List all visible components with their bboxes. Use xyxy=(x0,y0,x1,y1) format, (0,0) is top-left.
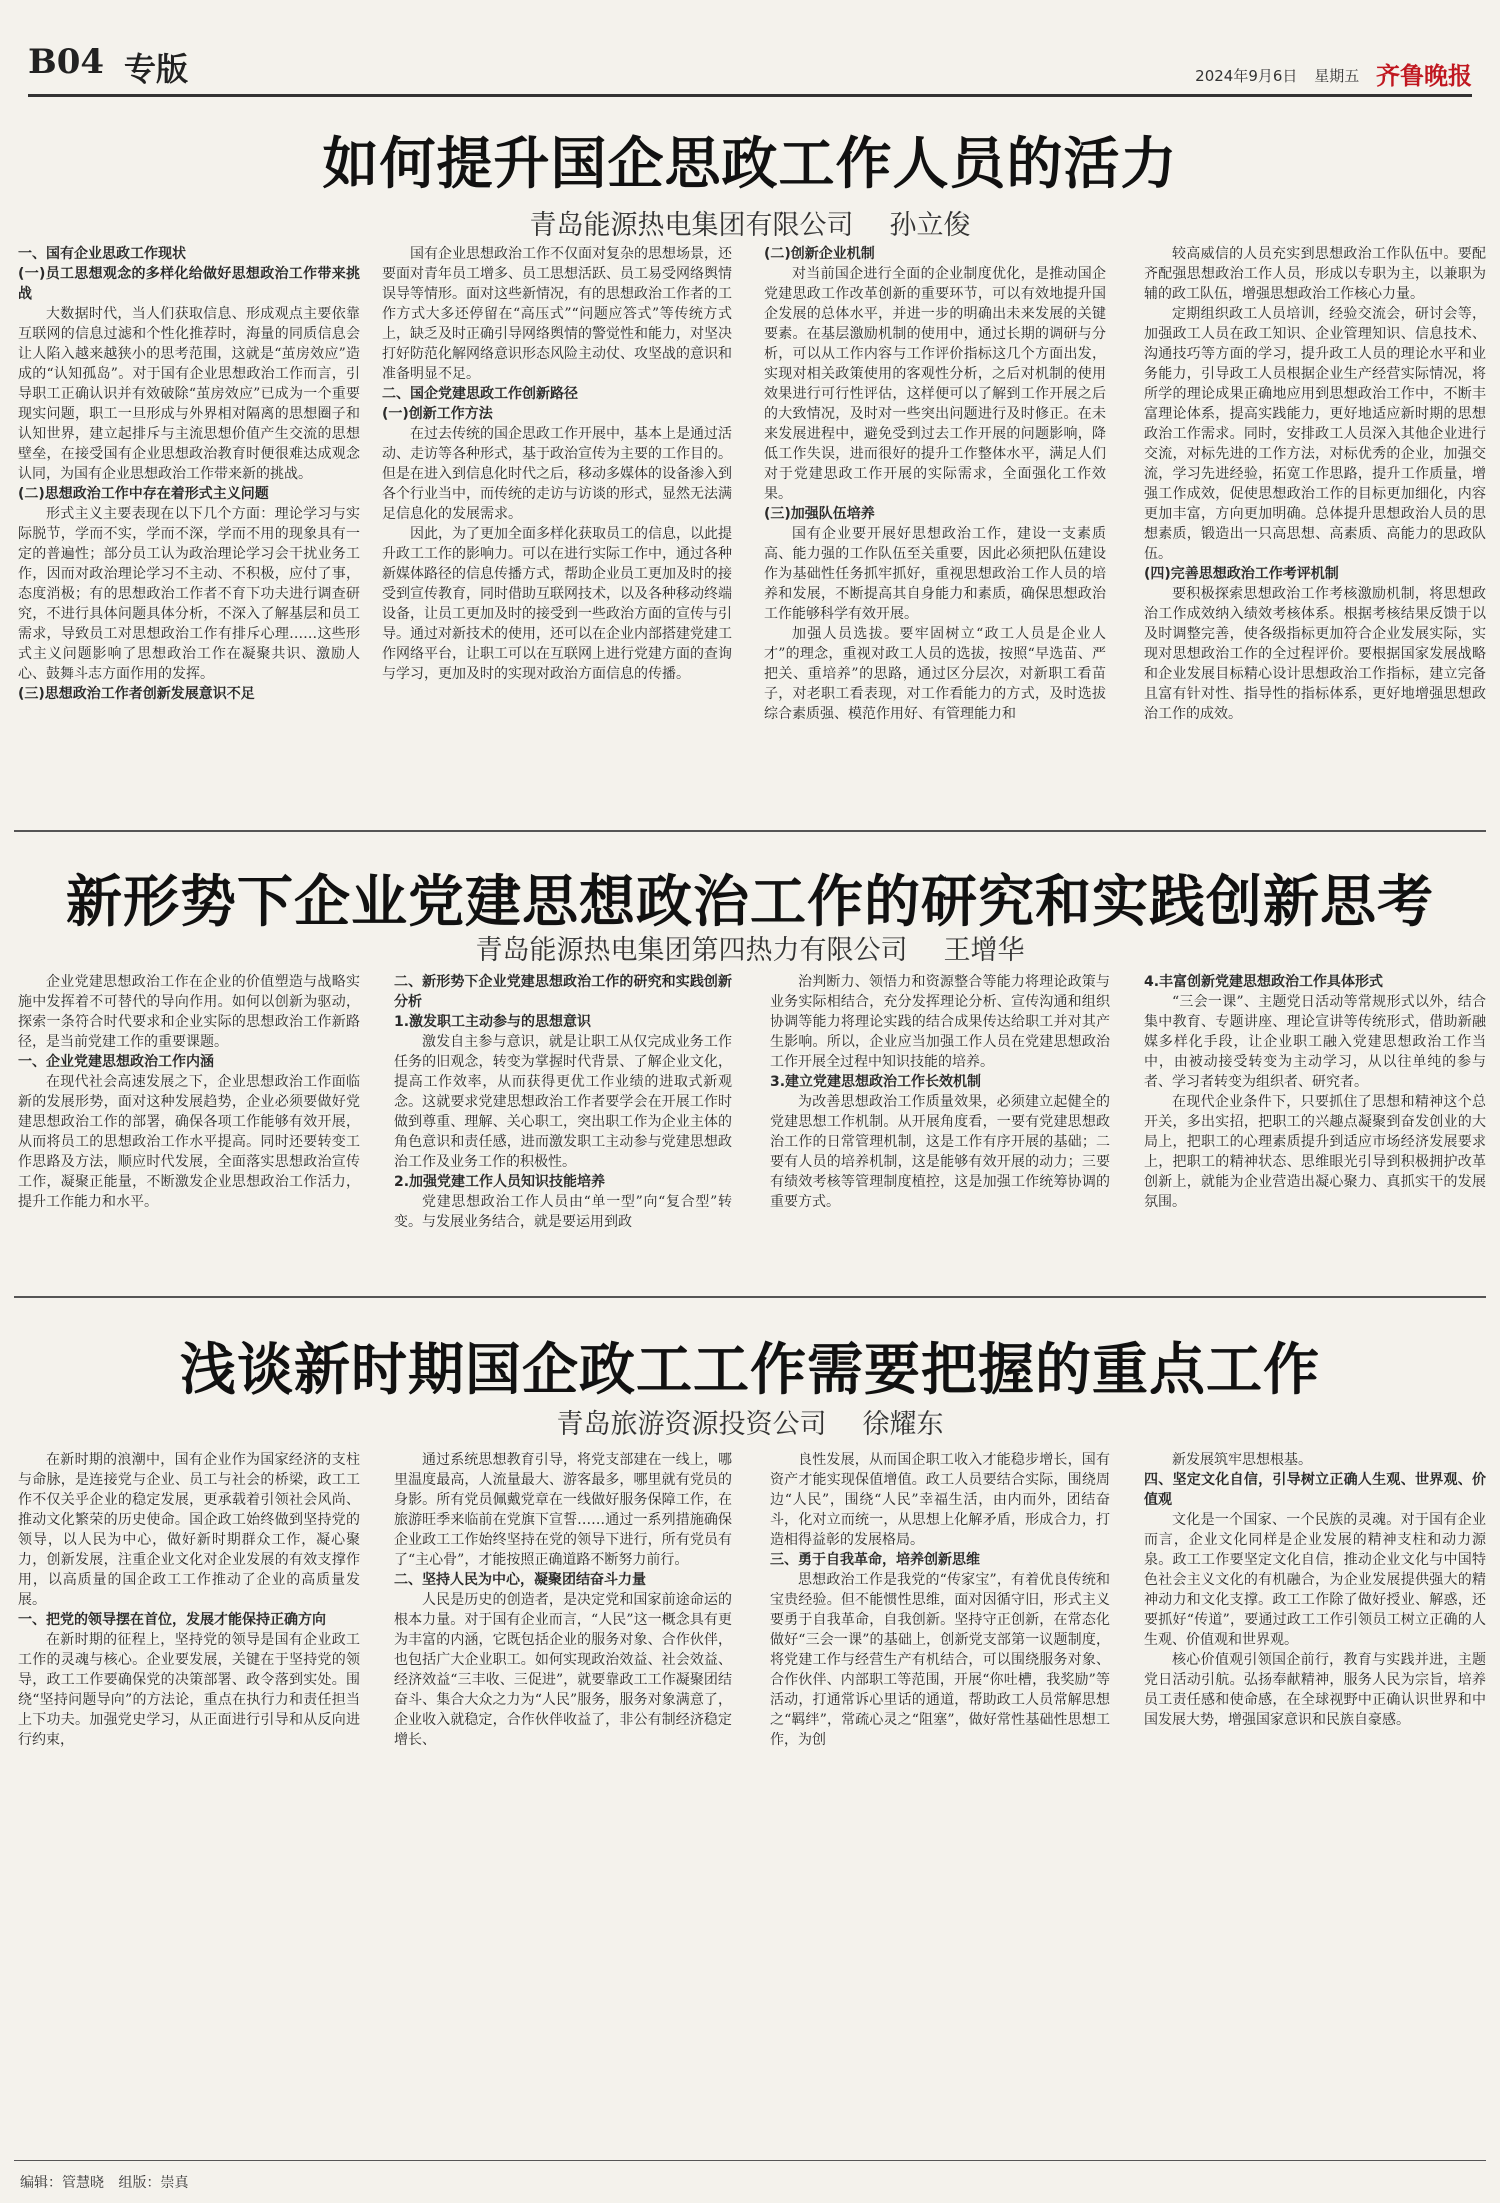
article-3-col-4 xyxy=(1144,1450,1486,2140)
body-paragraph: 党建思想政治工作人员由“单一型”向“复合型”转变。与发展业务结合，就是要运用到政 xyxy=(394,1194,732,1230)
article-1-col-2 xyxy=(382,244,732,804)
article-3-col-1 xyxy=(18,1450,360,2140)
section-heading: 3.建立党建思想政治工作长效机制 xyxy=(770,1074,982,1090)
section-heading: (二)思想政治工作中存在着形式主义问题 xyxy=(18,486,269,502)
article-2-col-2 xyxy=(394,972,732,1272)
article-3-col-3 xyxy=(770,1450,1110,2140)
article-1-col-3 xyxy=(764,244,1106,804)
section-heading: 一、把党的领导摆在首位，发展才能保持正确方向 xyxy=(18,1612,326,1628)
body-paragraph: 思想政治工作是我党的“传家宝”，有着优良传统和宝贵经验。但不能惯性思维，面对因循守旧，形式主义要勇于自我革命，自我创新。坚持守正创新，在常态化做好“三会一课”的基础上，创新党支部第一议题制度，将党建工作与经营生产有机结合，可以围绕服务对象、合作伙伴、内部职工等范围，开展“你吐槽，我奖励”等活动，打通常诉心里话的通道，帮助政工人员常解思想之“羁绊”，常疏心灵之“阻塞”，做好常性基础性思想工作，为创 xyxy=(770,1572,1110,1748)
body-paragraph: 在现代企业条件下，只要抓住了思想和精神这个总开关，多出实招，把职工的兴趣点凝聚到奋发创业的大局上，把职工的心理素质提升到适应市场经济发展要求上，把职工的精神状态、思维眼光引导到积极拥护改革创新上，就能为企业营造出凝心聚力、真抓实干的发展氛围。 xyxy=(1144,1094,1486,1210)
article-2-author: 王增华 xyxy=(943,935,1025,966)
article-2-org: 青岛能源热电集团第四热力有限公司 xyxy=(475,935,908,966)
body-paragraph: 治判断力、领悟力和资源整合等能力将理论政策与业务实际相结合，充分发挥理论分析、宣传沟通和组织协调等能力将理论实践的结合成果传达给职工并对其产生影响。所以，企业应当加强工作人员在党建思想政治工作开展全过程中知识技能的培养。 xyxy=(770,974,1110,1070)
footer-divider xyxy=(14,2160,1486,2161)
section-divider xyxy=(14,830,1486,832)
section-heading: 一、企业党建思想政治工作内涵 xyxy=(18,1054,214,1070)
issue-date: 2024年9月6日 xyxy=(1195,67,1298,85)
body-paragraph: 较高威信的人员充实到思想政治工作队伍中。要配齐配强思想政治工作人员，形成以专职为主，以兼职为辅的政工队伍，增强思想政治工作核心力量。 xyxy=(1144,246,1486,302)
article-1-byline xyxy=(0,203,1500,242)
body-paragraph: 新发展筑牢思想根基。 xyxy=(1172,1452,1312,1468)
section-heading: 2.加强党建工作人员知识技能培养 xyxy=(394,1174,606,1190)
article-2-title: 新形势下企业党建思想政治工作的研究和实践创新思考 xyxy=(66,869,1434,935)
section-heading: 4.丰富创新党建思想政治工作具体形式 xyxy=(1144,974,1384,990)
body-paragraph: 定期组织政工人员培训，经验交流会，研讨会等，加强政工人员在政工知识、企业管理知识、信息技术、沟通技巧等方面的学习，提升政工人员的理论水平和业务能力，引导政工人员根据企业生产经营实际情况，将所学的理论成果正确地应用到思想政治工作中，不断丰富理论体系，提高实践能力，更好地适应新时期的思想政治工作需求。同时，安排政工人员深入其他企业进行交流，对标先进的工作方法，对标优秀的企业，加强交流，学习先进经验，拓宽工作思路，提升工作质量，增强工作成效，促使思想政治工作的目标更加细化，内容更加丰富，方向更加明确。总体提升思想政治人员的思想素质，锻造出一只高思想、高素质、高能力的思政队伍。 xyxy=(1144,306,1486,562)
article-3-title: 浅谈新时期国企政工工作需要把握的重点工作 xyxy=(180,1337,1320,1403)
body-paragraph: 企业党建思想政治工作在企业的价值塑造与战略实施中发挥着不可替代的导向作用。如何以创新为驱动，探索一条符合时代要求和企业实际的思想政治工作新路径，是当前党建工作的重要课题。 xyxy=(18,974,360,1050)
section-heading: (一)员工思想观念的多样化给做好思想政治工作带来挑战 xyxy=(18,266,360,302)
header-meta xyxy=(1183,56,1472,91)
body-paragraph: 在过去传统的国企思政工作开展中，基本上是通过活动、走访等各种形式，基于政治宣传为主要的工作目的。但是在进入到信息化时代之后，移动多媒体的设备渗入到各个行业当中，而传统的走访与访谈的形式，显然无法满足信息化的发展需求。 xyxy=(382,426,732,522)
article-1-col-4 xyxy=(1144,244,1486,804)
article-2-col-4 xyxy=(1144,972,1486,1272)
body-paragraph: 通过系统思想教育引导，将党支部建在一线上，哪里温度最高，人流量最大、游客最多，哪里就有党员的身影。所有党员佩戴党章在一线做好服务保障工作，在旅游旺季来临前在党旗下宣誓……通过一系列措施确保企业政工工作始终坚持在党的领导下进行，所有党员有了“主心骨”，才能按照正确道路不断努力前行。 xyxy=(394,1452,732,1568)
section-heading: (三)思想政治工作者创新发展意识不足 xyxy=(18,686,255,702)
body-paragraph: 核心价值观引领国企前行，教育与实践并进，主题党日活动引航。弘扬奉献精神，服务人民为宗旨，培养员工责任感和使命感，在全球视野中正确认识世界和中国发展大势，增强国家意识和民族自豪感。 xyxy=(1144,1652,1486,1728)
section-heading: (一)创新工作方法 xyxy=(382,406,493,422)
body-paragraph: 国有企业要开展好思想政治工作，建设一支素质高、能力强的工作队伍至关重要，因此必须把队伍建设作为基础性任务抓牢抓好，重视思想政治工作人员的培养和发展，不断提高其自身能力和素质，确保思想政治工作能够科学有效开展。 xyxy=(764,526,1106,622)
article-1-col-1 xyxy=(18,244,360,804)
body-paragraph: 形式主义主要表现在以下几个方面：理论学习与实际脱节，学而不实，学而不深，学而不用的现象具有一定的普遍性；部分员工认为政治理论学习会干扰业务工作，因而对政治理论学习不主动、不积极，应付了事，态度消极；有的思想政治工作者不育下功夫进行调查研究，不进行具体问题具体分析，不深入了解基层和员工需求，导致员工对思想政治工作有排斥心理……这些形式主义问题影响了思想政治工作在凝聚共识、激励人心、鼓舞斗志方面作用的发挥。 xyxy=(18,506,360,682)
article-1-org: 青岛能源热电集团有限公司 xyxy=(529,210,854,241)
newspaper-logo: 齐鲁晚报 xyxy=(1376,61,1472,90)
body-paragraph: 加强人员选拔。要牢固树立“政工人员是企业人才”的理念，重视对政工人员的选拔，按照“早选苗、严把关、重培养”的思路，通过区分层次，对新职工看苗子，对老职工看表现，对工作看能力的方式，及时选拔综合素质强、模范作用好、有管理能力和 xyxy=(764,626,1106,722)
body-paragraph: “三会一课”、主题党日活动等常规形式以外，结合集中教育、专题讲座、理论宣讲等传统形式，借助新融媒多样化手段，让企业职工融入党建思想政治工作当中，由被动接受转变为主动学习，从以往单纯的参与者、学习者转变为组织者、研究者。 xyxy=(1144,994,1486,1090)
body-paragraph: 良性发展，从而国企职工收入才能稳步增长，国有资产才能实现保值增值。政工人员要结合实际，围绕周边“人民”，围绕“人民”幸福生活，由内而外，团结奋斗，化对立而统一，从思想上化解矛盾，形成合力，打造相得益彰的发展格局。 xyxy=(770,1452,1110,1548)
page-number: B04 xyxy=(28,42,105,82)
article-2-col-3 xyxy=(770,972,1110,1272)
section-heading: 一、国有企业思政工作现状 xyxy=(18,246,186,262)
body-paragraph: 激发自主参与意识，就是让职工从仅完成业务工作任务的旧观念，转变为掌握时代背景、了解企业文化，提高工作效率，从而获得更优工作业绩的进取式新观念。这就要求党建思想政治工作者要学会在开展工作时做到尊重、理解、关心职工，突出职工作为企业主体的角色意识和责任感，进而激发职工主动参与党建思想政治工作及业务工作的积极性。 xyxy=(394,1034,732,1170)
body-paragraph: 国有企业思想政治工作不仅面对复杂的思想场景，还要面对青年员工增多、员工思想活跃、员工易受网络舆情误导等情形。面对这些新情况，有的思想政治工作者的工作方式大多还停留在“高压式”“问题应答式”等传统方式上，缺乏及时正确引导网络舆情的警觉性和能力，对坚决打好防范化解网络意识形态风险主动仗、攻坚战的意识和准备明显不足。 xyxy=(382,246,732,382)
body-paragraph: 文化是一个国家、一个民族的灵魂。对于国有企业而言，企业文化同样是企业发展的精神支柱和动力源泉。政工工作要坚定文化自信，推动企业文化与中国特色社会主义文化的有机融合，为企业发展提供强大的精神动力和文化支撑。政工工作除了做好授业、解惑，还要抓好“传道”，要通过政工工作引领员工树立正确的人生观、价值观和世界观。 xyxy=(1144,1512,1486,1648)
body-paragraph: 对当前国企进行全面的企业制度优化，是推动国企党建思政工作改革创新的重要环节，可以有效地提升国企发展的总体水平，并进一步的明确出未来发展的关键要素。在基层激励机制的使用中，通过长期的调研与分析，可以从工作内容与工作评价指标这几个方面出发，实现对相关政策使用的客观性分析，之后对机制的使用效果进行可行性评估，这样便可以了解到工作开展之后的大致情况，及时对一些突出问题进行及时修正。在未来发展进程中，避免受到过去工作开展的问题影响，降低工作失误，进而很好的提升工作整体水平，满足人们对于党建思政工作开展的实际需求，全面强化工作效果。 xyxy=(764,266,1106,502)
section-heading: 二、坚持人民为中心，凝聚团结奋斗力量 xyxy=(394,1572,646,1588)
section-heading: 三、勇于自我革命，培养创新思维 xyxy=(770,1552,980,1568)
page-header xyxy=(28,38,1472,97)
section-heading: 二、国企党建思政工作创新路径 xyxy=(382,386,578,402)
footer-editor: 编辑：管慧晓 xyxy=(20,2175,104,2191)
article-3-author: 徐耀东 xyxy=(862,1409,944,1440)
section-heading: (三)加强队伍培养 xyxy=(764,506,875,522)
section-heading: 二、新形势下企业党建思想政治工作的研究和实践创新分析 xyxy=(394,974,732,1010)
footer-design: 组版：崇真 xyxy=(118,2175,189,2191)
page-footer xyxy=(20,2172,198,2192)
body-paragraph: 因此，为了更加全面多样化获取员工的信息，以此提升政工工作的影响力。可以在进行实际工作中，通过各种新媒体路径的信息传播方式，帮助企业员工更加及时的接受到宣传教育，同时借助互联网技术，以及各种移动终端设备，让员工更加及时的接受到一些政治方面的宣传与引导。通过对新技术的使用，还可以在企业内部搭建党建工作网络平台，让职工可以在互联网上进行党建方面的查询与学习，更加及时的实现对政治方面信息的传播。 xyxy=(382,526,732,682)
issue-weekday: 星期五 xyxy=(1314,67,1360,85)
page-section: 专版 xyxy=(124,50,189,88)
section-heading: (二)创新企业机制 xyxy=(764,246,875,262)
body-paragraph: 在新时期的浪潮中，国有企业作为国家经济的支柱与命脉，是连接党与企业、员工与社会的桥梁，政工工作不仅关乎企业的稳定发展，更承载着引领社会风尚、推动文化繁荣的历史使命。国企政工始终做到坚持党的领导，以人民为中心，做好新时期群众工作，凝心聚力，创新发展，注重企业文化对企业发展的有效支撑作用，以高质量的国企政工工作推动了企业的高质量发展。 xyxy=(18,1452,360,1608)
section-heading: (四)完善思想政治工作考评机制 xyxy=(1144,566,1339,582)
body-paragraph: 要积极探索思想政治工作考核激励机制，将思想政治工作成效纳入绩效考核体系。根据考核结果反馈于以及时调整完善，使各级指标更加符合企业发展实际，实现对思想政治工作的全过程评价。要根据国家发展战略和企业发展目标精心设计思想政治工作指标，建立完备且富有针对性、指导性的指标体系，更好地增强思想政治工作的成效。 xyxy=(1144,586,1486,722)
body-paragraph: 为改善思想政治工作质量效果，必须建立起健全的党建思想工作机制。从开展角度看，一要有党建思想政治工作的日常管理机制，这是工作有序开展的基础；二要有人员的培养机制，这是能够有效开展的动力；三要有绩效考核等管理制度植控，这是加强工作统筹协调的重要方式。 xyxy=(770,1094,1110,1210)
article-3-byline xyxy=(0,1402,1500,1441)
body-paragraph: 在现代社会高速发展之下，企业思想政治工作面临新的发展形势，面对这种发展趋势，企业必须要做好党建思想政治工作的部署，确保各项工作能够有效开展，从而将员工的思想政治工作水平提高。同时还要转变工作思路及方法，顺应时代发展，全面落实思想政治宣传工作，凝聚正能量，不断激发企业思想政治工作活力，提升工作能力和水平。 xyxy=(18,1074,360,1210)
article-3-col-2 xyxy=(394,1450,732,2140)
article-2-byline xyxy=(0,928,1500,967)
body-paragraph: 人民是历史的创造者，是决定党和国家前途命运的根本力量。对于国有企业而言，“人民”这一概念具有更为丰富的内涵，它既包括企业的服务对象、合作伙伴，也包括广大企业职工。如何实现政治效益、社会效益、经济效益“三丰收、三促进”，就要靠政工工作凝聚团结奋斗、集合大众之力为“人民”服务，服务对象满意了，企业收入就稳定，合作伙伴收益了，非公有制经济稳定增长、 xyxy=(394,1592,732,1748)
article-2-col-1 xyxy=(18,972,360,1272)
article-1-title: 如何提升国企思政工作人员的活力 xyxy=(322,131,1178,197)
section-heading: 四、坚定文化自信，引导树立正确人生观、世界观、价值观 xyxy=(1144,1472,1486,1508)
article-1-author: 孙立俊 xyxy=(889,210,971,241)
section-heading: 1.激发职工主动参与的思想意识 xyxy=(394,1014,592,1030)
article-3-org: 青岛旅游资源投资公司 xyxy=(556,1409,827,1440)
section-divider xyxy=(14,1296,1486,1298)
body-paragraph: 大数据时代，当人们获取信息、形成观点主要依靠互联网的信息过滤和个性化推荐时，海量的同质信息会让人陷入越来越狭小的思考范围，这就是“茧房效应”造成的“认知孤岛”。对于国有企业思想政治工作而言，引导职工正确认识并有效破除“茧房效应”已成为一个重要现实问题，职工一旦形成与外界相对隔离的思想圈子和认知世界，建立起排斥与主流思想价值产生交流的思想壁垒，在接受国有企业思想政治教育时便很难达成观念认同，为国有企业思想政治工作带来新的挑战。 xyxy=(18,306,360,482)
body-paragraph: 在新时期的征程上，坚持党的领导是国有企业政工工作的灵魂与核心。企业要发展，关键在于坚持党的领导，政工工作要确保党的决策部署、政令落到实处。围绕“坚持问题导向”的方法论，重点在执行力和责任担当上下功夫。加强党史学习，从正面进行引导和从反向进行约束， xyxy=(18,1632,360,1748)
